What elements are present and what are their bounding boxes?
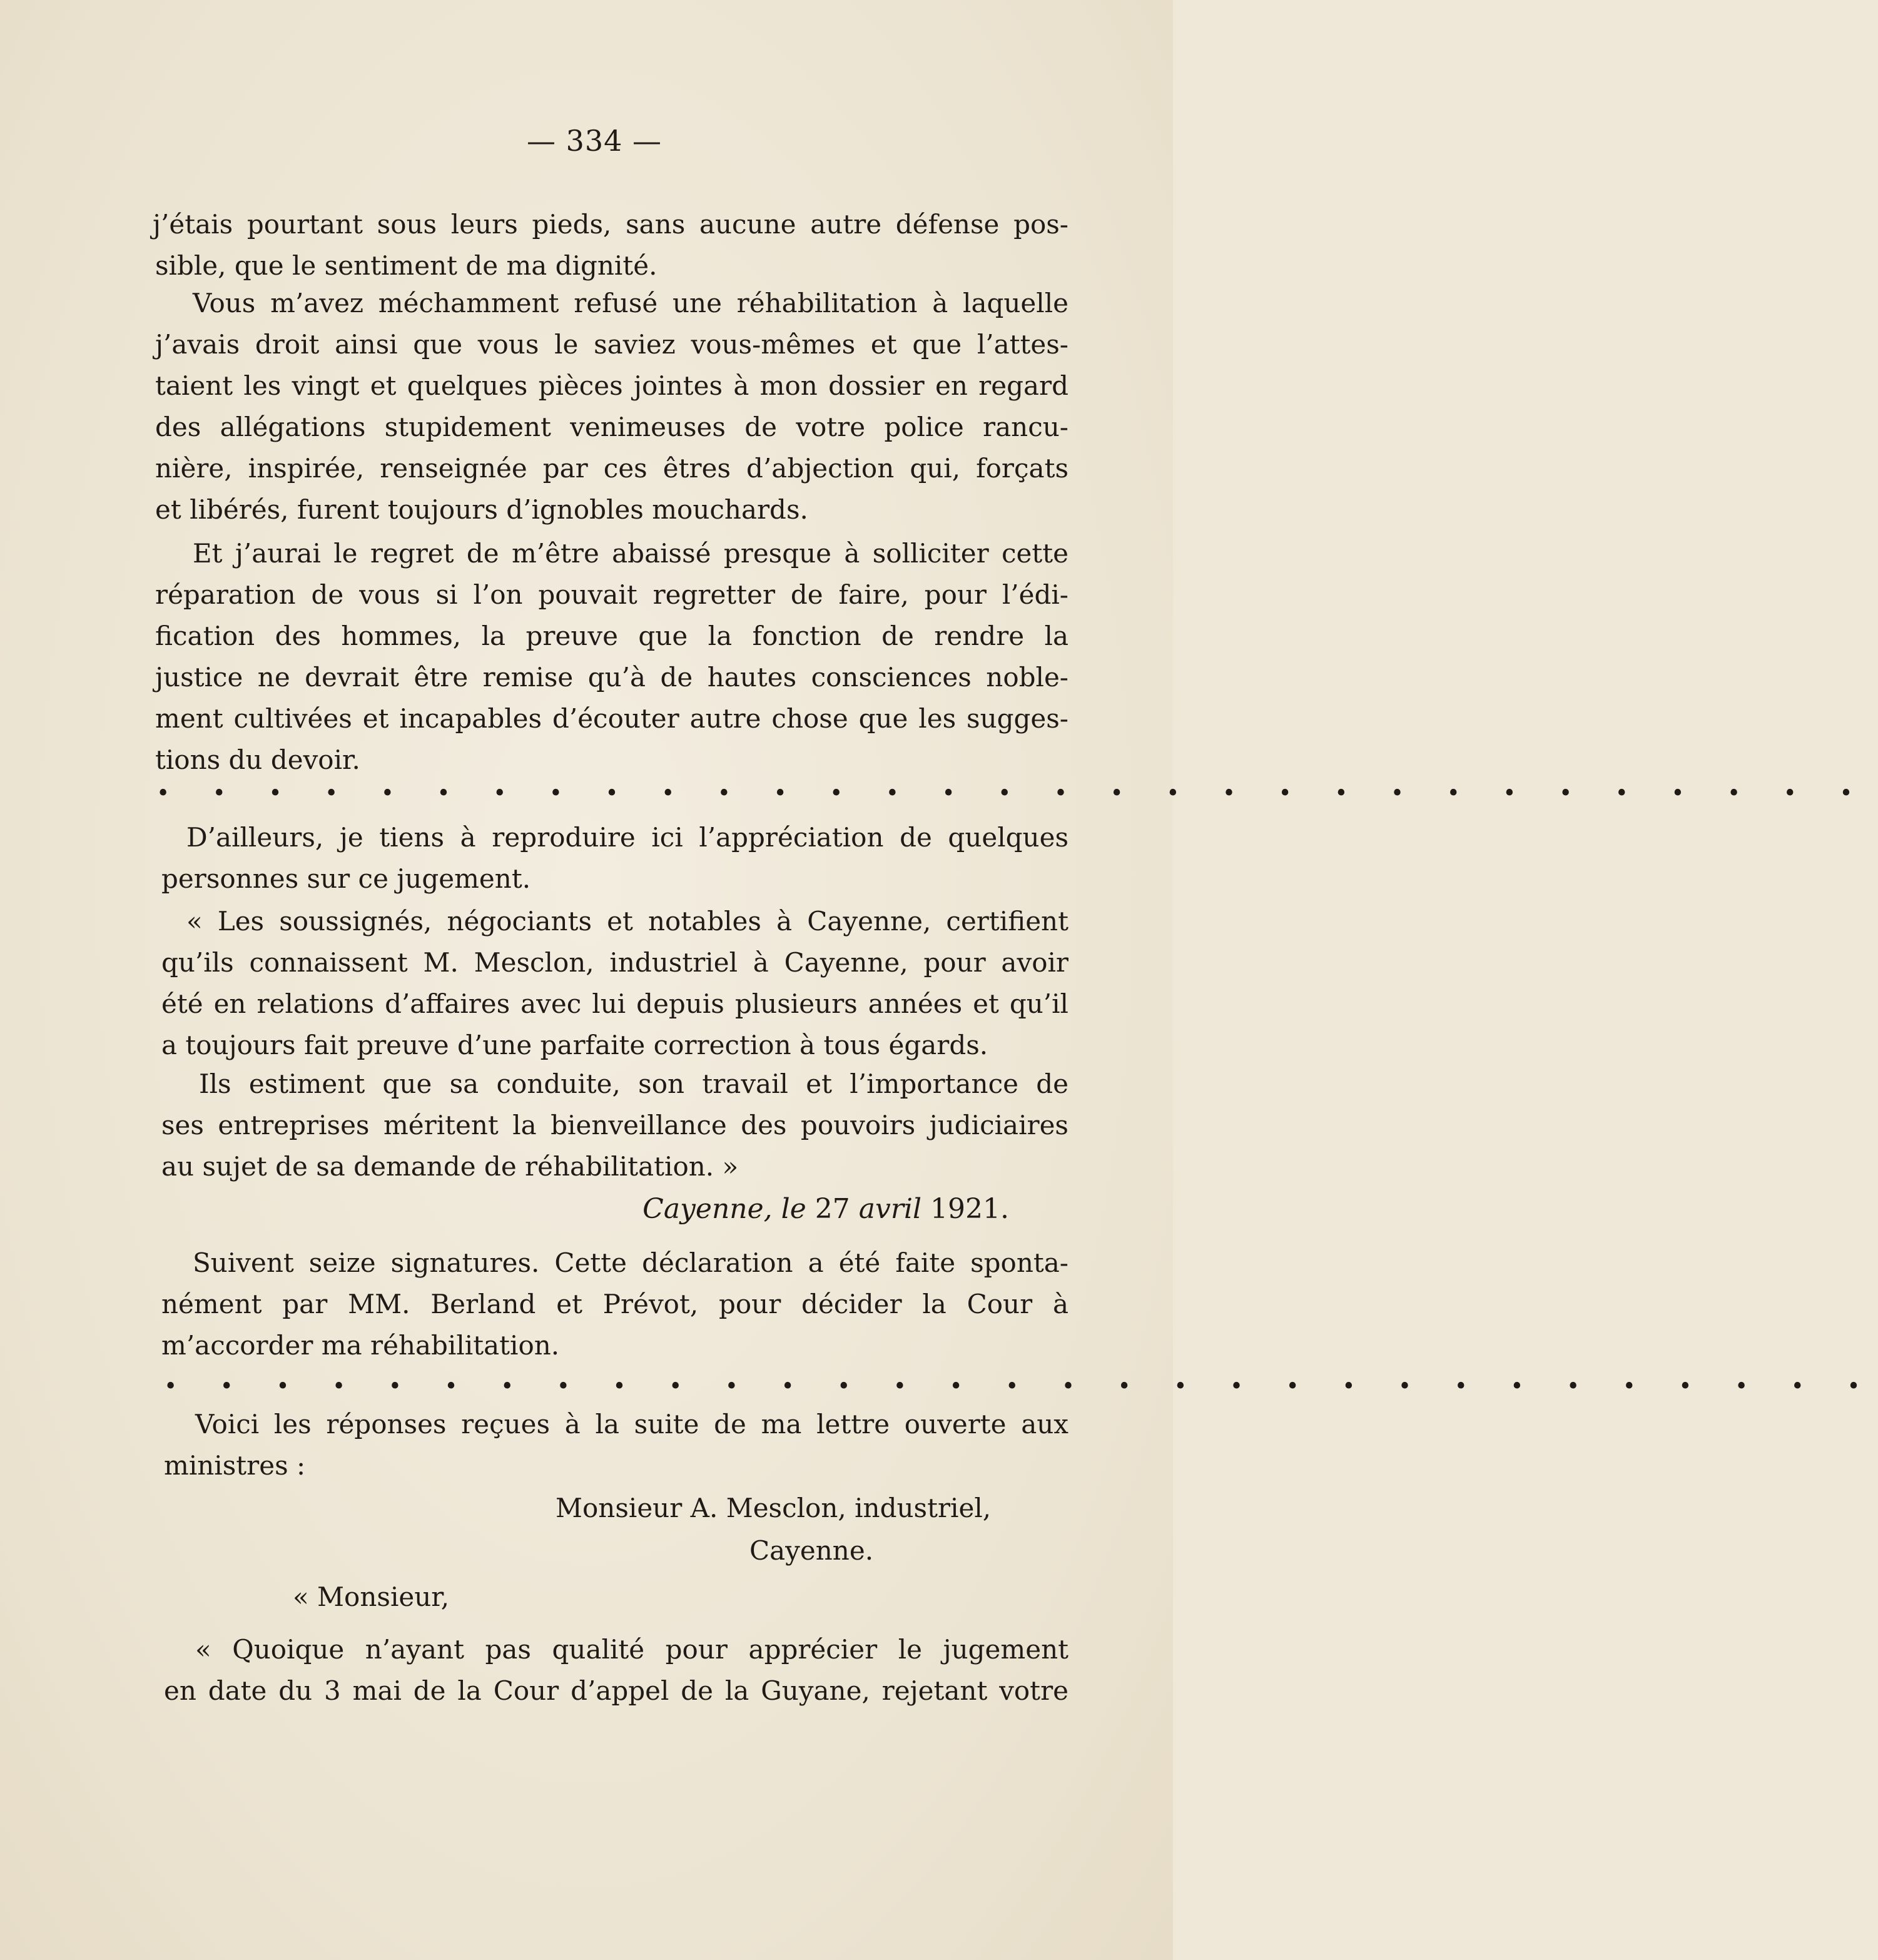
text-line: des allégations stupidement venimeuses de votre police rancu- <box>155 412 1068 442</box>
text-line: nière, inspirée, renseignée par ces êtres d’abjection qui, forçats <box>155 453 1068 484</box>
text-line: Suivent seize signatures. Cette déclaration a été faite sponta- <box>193 1247 1068 1278</box>
paragraph-1 <box>155 204 1068 287</box>
text-line: personnes sur ce jugement. <box>161 863 531 894</box>
text-line: au sujet de sa demande de réhabilitation. » <box>161 1151 739 1182</box>
text-line: j’étais pourtant sous leurs pieds, sans aucune autre défense pos- <box>153 209 1068 240</box>
text-line: qu’ils connaissent M. Mesclon, industriel à Cayenne, pour avoir <box>161 947 1068 978</box>
text-line: Et j’aurai le regret de m’être abaissé presque à solliciter cette <box>193 538 1068 569</box>
text-line: m’accorder ma réhabilitation. <box>161 1330 560 1361</box>
paragraph-4 <box>161 817 1068 900</box>
paragraph-3 <box>155 533 1068 781</box>
date-place: Cayenne, le <box>642 1193 806 1225</box>
text-line: ment cultivées et incapables d’écouter autre chose que les sugges- <box>155 703 1068 734</box>
text-line: Voici les réponses reçues à la suite de ma lettre ouverte aux <box>195 1409 1068 1440</box>
text-line: et libérés, furent toujours d’ignobles mouchards. <box>155 494 808 525</box>
text-line: « Les soussignés, négociants et notables à Cayenne, certifient <box>186 906 1068 937</box>
text-line: D’ailleurs, je tiens à reproduire ici l’appréciation de quelques <box>186 822 1068 853</box>
date-month: avril <box>858 1193 922 1225</box>
text-line: j’avais droit ainsi que vous le saviez vous-mêmes et que l’attes- <box>155 329 1068 360</box>
date-year: 1921. <box>930 1193 1009 1225</box>
text-line: justice ne devrait être remise qu’à de hautes consciences noble- <box>155 662 1068 693</box>
date-day: 27 <box>815 1193 850 1225</box>
text-line: fication des hommes, la preuve que la fonction de rendre la <box>155 621 1068 651</box>
text-line: ses entreprises méritent la bienveillance des pouvoirs judiciaires <box>161 1110 1068 1140</box>
text-line: été en relations d’affaires avec lui depuis plusieurs années et qu’il <box>161 988 1068 1019</box>
text-line: taient les vingt et quelques pièces jointes à mon dossier en regard <box>155 370 1068 401</box>
text-line: en date du 3 mai de la Cour d’appel de la Guyane, rejetant votre <box>164 1675 1068 1706</box>
date-line <box>155 1189 1009 1230</box>
quote-paragraph-1 <box>161 901 1068 1066</box>
text-line: Vous m’avez méchamment refusé une réhabilitation à laquelle <box>193 288 1068 318</box>
paragraph-6 <box>164 1404 1068 1486</box>
text-line: ministres : <box>164 1450 306 1481</box>
paragraph-5 <box>161 1242 1068 1366</box>
text-line: tions du devoir. <box>155 744 360 775</box>
paragraph-2 <box>155 283 1068 531</box>
address-line-1: Monsieur A. Mesclon, industriel, <box>556 1493 992 1523</box>
salutation: « Monsieur, <box>293 1582 450 1612</box>
address-line-2: Cayenne. <box>749 1535 874 1566</box>
paragraph-7 <box>164 1629 1068 1712</box>
dotted-separator: • • • • • • • • • • • • • • • • • • • • • • • • • • • • • • • <box>156 781 1871 806</box>
text-line: « Quoique n’ayant pas qualité pour apprécier le jugement <box>195 1634 1068 1665</box>
text-line: réparation de vous si l’on pouvait regretter de faire, pour l’édi- <box>155 579 1068 610</box>
text-line: Ils estiment que sa conduite, son travail et l’importance de <box>199 1069 1068 1099</box>
quote-paragraph-2 <box>161 1064 1068 1187</box>
text-line: a toujours fait preuve d’une parfaite correction à tous égards. <box>161 1030 988 1060</box>
text-line: sible, que le sentiment de ma dignité. <box>155 250 657 281</box>
page-number: — 334 — <box>526 124 662 158</box>
text-line: nément par MM. Berland et Prévot, pour décider la Cour à <box>161 1289 1068 1319</box>
dotted-separator: • • • • • • • • • • • • • • • • • • • • • • • • • • • • • • • <box>164 1374 1878 1399</box>
